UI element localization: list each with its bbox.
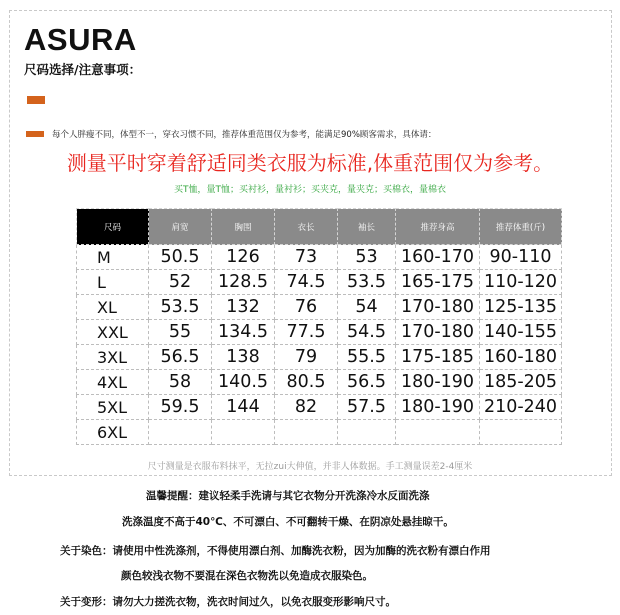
cell-weight: 140-155 xyxy=(480,320,562,345)
header-shoulder: 肩宽 xyxy=(149,209,212,245)
cell-height: 180-190 xyxy=(396,370,480,395)
cell-weight: 210-240 xyxy=(480,395,562,420)
cell-length: 80.5 xyxy=(275,370,338,395)
table-row xyxy=(77,420,562,445)
table-row xyxy=(77,320,562,345)
header-size: 尺码 xyxy=(77,209,149,245)
cell-sleeve: 55.5 xyxy=(338,345,396,370)
measurement-advice: 测量平时穿着舒适同类衣服为标准,体重范围仅为参考。 xyxy=(66,151,554,175)
cell-shoulder: 55 xyxy=(149,320,212,345)
table-row xyxy=(77,345,562,370)
header-length: 衣长 xyxy=(275,209,338,245)
cell-chest: 144 xyxy=(212,395,275,420)
cell-chest: 138 xyxy=(212,345,275,370)
care-temperature: 洗涤温度不高于40℃、不可漂白、不可翻转干燥、在阴凉处悬挂晾干。 xyxy=(122,516,454,528)
cell-shoulder: 58 xyxy=(149,370,212,395)
cell-length: 82 xyxy=(275,395,338,420)
cell-height: 165-175 xyxy=(396,270,480,295)
cell-sleeve xyxy=(338,420,396,445)
cell-length: 77.5 xyxy=(275,320,338,345)
cell-chest xyxy=(212,420,275,445)
brand-logo: ASURA xyxy=(24,22,137,57)
cell-height: 175-185 xyxy=(396,345,480,370)
cell-shoulder: 53.5 xyxy=(149,295,212,320)
care-deformation: 关于变形：请勿大力搓洗衣物，洗衣时间过久，以免衣服变形影响尺寸。 xyxy=(60,596,396,608)
cell-weight: 90-110 xyxy=(480,245,562,270)
header-sleeve: 袖长 xyxy=(338,209,396,245)
table-row xyxy=(77,270,562,295)
cell-size: 3XL xyxy=(77,345,149,370)
table-row xyxy=(77,395,562,420)
cell-shoulder: 56.5 xyxy=(149,345,212,370)
table-header-row xyxy=(77,209,562,245)
measurement-caption: 尺寸测量是衣服布料抹平，无拉zui大伸值，并非人体数据。手工测量误差2-4厘米 xyxy=(147,462,473,472)
cell-sleeve: 54.5 xyxy=(338,320,396,345)
cell-height: 170-180 xyxy=(396,295,480,320)
cell-sleeve: 53.5 xyxy=(338,270,396,295)
cell-size: XXL xyxy=(77,320,149,345)
cell-length: 74.5 xyxy=(275,270,338,295)
cell-size: 5XL xyxy=(77,395,149,420)
cell-weight: 160-180 xyxy=(480,345,562,370)
cell-height: 170-180 xyxy=(396,320,480,345)
table-row xyxy=(77,370,562,395)
cell-size: 4XL xyxy=(77,370,149,395)
cell-height: 160-170 xyxy=(396,245,480,270)
cell-weight xyxy=(480,420,562,445)
cell-shoulder: 52 xyxy=(149,270,212,295)
cell-sleeve: 57.5 xyxy=(338,395,396,420)
cell-height xyxy=(396,420,480,445)
cell-chest: 134.5 xyxy=(212,320,275,345)
care-reminder: 温馨提醒：建议轻柔手洗请与其它衣物分开洗涤冷水反面洗涤 xyxy=(146,490,430,502)
cell-weight: 185-205 xyxy=(480,370,562,395)
table-row xyxy=(77,295,562,320)
care-dye-detail: 颜色较浅衣物不要混在深色衣物洗以免造成衣服染色。 xyxy=(121,570,373,582)
table-row xyxy=(77,245,562,270)
subtitle: 尺码选择/注意事项： xyxy=(24,62,142,77)
cell-size: XL xyxy=(77,295,149,320)
fit-note: 每个人胖瘦不同，体型不一，穿衣习惯不同，推荐体重范围仅为参考，能满足90%顾客需求，具体请： xyxy=(52,130,437,140)
cell-chest: 126 xyxy=(212,245,275,270)
cell-sleeve: 56.5 xyxy=(338,370,396,395)
cell-chest: 132 xyxy=(212,295,275,320)
cell-shoulder xyxy=(149,420,212,445)
cell-sleeve: 53 xyxy=(338,245,396,270)
cell-length: 73 xyxy=(275,245,338,270)
size-table xyxy=(76,208,562,445)
cell-size: 6XL xyxy=(77,420,149,445)
header-height: 推荐身高 xyxy=(396,209,480,245)
cell-length: 76 xyxy=(275,295,338,320)
header-weight: 推荐体重(斤) xyxy=(480,209,562,245)
cell-length xyxy=(275,420,338,445)
cell-sleeve: 54 xyxy=(338,295,396,320)
cell-chest: 140.5 xyxy=(212,370,275,395)
cell-weight: 110-120 xyxy=(480,270,562,295)
accent-bar xyxy=(26,131,44,137)
measurement-examples: 买T恤，量T恤；买衬衫，量衬衫；买夹克，量夹克；买棉衣，量棉衣 xyxy=(174,185,446,195)
cell-size: L xyxy=(77,270,149,295)
care-dye: 关于染色：请使用中性洗涤剂，不得使用漂白剂、加酶洗衣粉，因为加酶的洗衣粉有漂白作用 xyxy=(60,545,491,557)
header-chest: 胸围 xyxy=(212,209,275,245)
cell-shoulder: 59.5 xyxy=(149,395,212,420)
cell-chest: 128.5 xyxy=(212,270,275,295)
cell-height: 180-190 xyxy=(396,395,480,420)
cell-size: M xyxy=(77,245,149,270)
accent-bar xyxy=(27,96,45,104)
cell-length: 79 xyxy=(275,345,338,370)
cell-weight: 125-135 xyxy=(480,295,562,320)
cell-shoulder: 50.5 xyxy=(149,245,212,270)
